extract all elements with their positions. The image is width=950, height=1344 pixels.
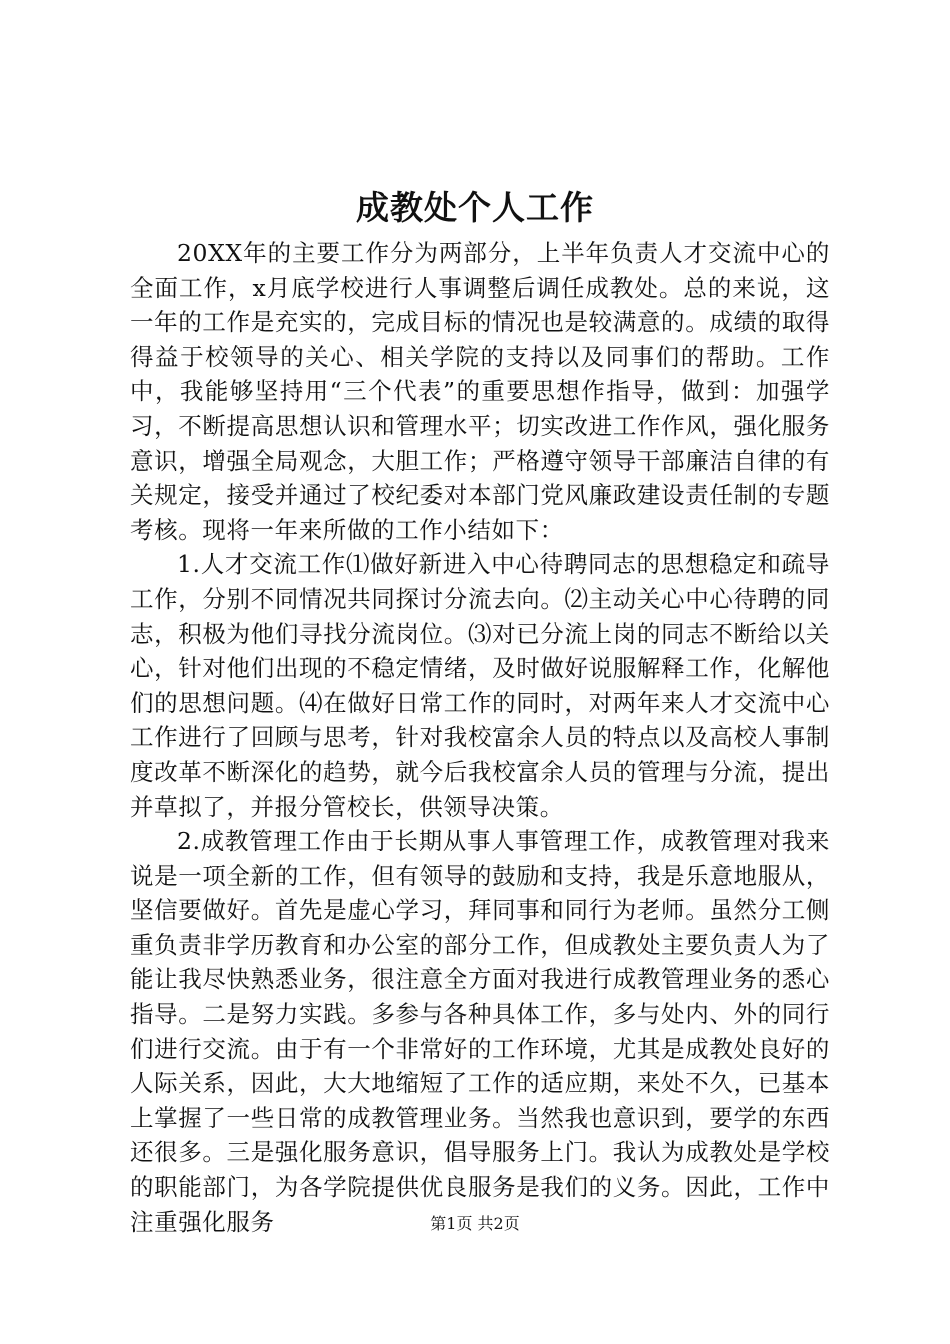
paragraph-talent-exchange: 1.人才交流工作⑴做好新进入中心待聘同志的思想稳定和疏导工作，分别不同情况共同探讨分流去向。⑵主动关心中心待聘的同志，积极为他们寻找分流岗位。⑶对已分流上岗的同志不断给以关心，针对他们出现的不稳定情绪，及时做好说服解释工作，化解他们的思想问题。⑷在做好日常工作的同时，对两年来人才交流中心工作进行了回顾与思考，针对我校富余人员的特点以及高校人事制度改革不断深化的趋势，就今后我校富余人员的管理与分流，提出并草拟了，并报分管校长，供领导决策。 xyxy=(130,550,830,821)
document-title: 成教处个人工作 xyxy=(356,188,594,227)
paragraph-intro: 20XX年的主要工作分为两部分，上半年负责人才交流中心的全面工作，x月底学校进行人事调整后调任成教处。总的来说，这一年的工作是充实的，完成目标的情况也是较满意的。成绩的取得得益于校领导的关心、相关学院的支持以及同事们的帮助。工作中，我能够坚持用“三个代表”的重要思想作指导，做到：加强学习，不断提高思想认识和管理水平；切实改进工作作风，强化服务意识，增强全局观念，大胆工作；严格遵守领导干部廉洁自律的有关规定，接受并通过了校纪委对本部门党风廉政建设责任制的专题考核。现将一年来所做的工作小结如下： xyxy=(130,239,830,544)
paragraph-adult-education: 2.成教管理工作由于长期从事人事管理工作，成教管理对我来说是一项全新的工作，但有领导的鼓励和支持，我是乐意地服从，坚信要做好。首先是虚心学习，拜同事和同行为老师。虽然分工侧重负责非学历教育和办公室的部分工作，但成教处主要负责人为了能让我尽快熟悉业务，很注意全方面对我进行成教管理业务的悉心指导。二是努力实践。多参与各种具体工作，多与处内、外的同行们进行交流。由于有一个非常好的工作环境，尤其是成教处良好的人际关系，因此，大大地缩短了工作的适应期，来处不久，已基本上掌握了一些日常的成教管理业务。当然我也意识到，要学的东西还很多。三是强化服务意识，倡导服务上门。我认为成教处是学校的职能部门，为各学院提供优良服务是我们的义务。因此，工作中注重强化服务 xyxy=(130,827,830,1236)
document-body xyxy=(130,236,830,1239)
page-number: 第1页 共2页 xyxy=(430,1214,520,1233)
